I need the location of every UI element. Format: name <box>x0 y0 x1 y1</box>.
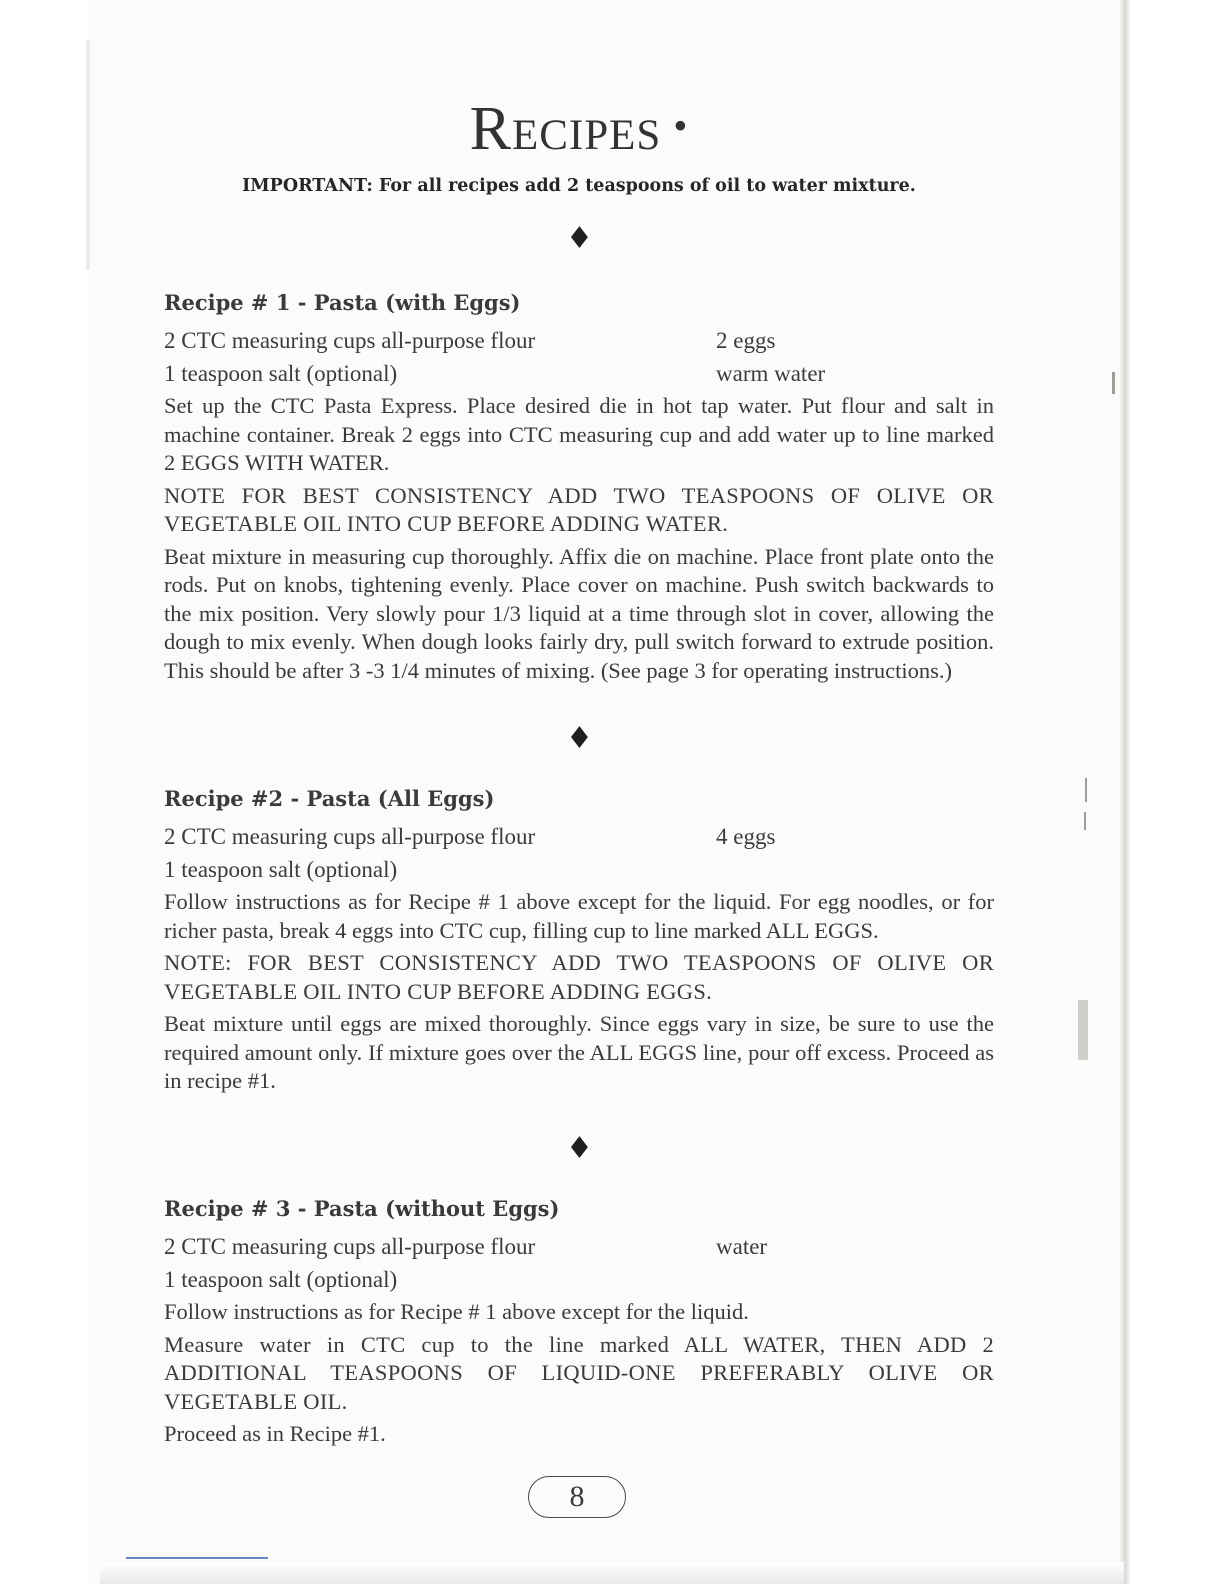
ingredient-left: 2 CTC measuring cups all-purpose flour <box>164 1234 536 1259</box>
ingredient-row <box>164 324 994 357</box>
page-number: 8 <box>528 1476 626 1518</box>
page-title <box>164 95 994 163</box>
important-note: IMPORTANT: For all recipes add 2 teaspoons of oil to water mixture. <box>242 176 916 196</box>
ingredient-right: 2 eggs <box>716 328 776 353</box>
page-bottom-edge <box>100 1562 1124 1584</box>
ingredient-right: warm water <box>716 361 826 386</box>
recipe-title: Recipe # 3 - Pasta (without Eggs) <box>164 1196 560 1221</box>
page-edge-shadow <box>86 40 90 270</box>
note-paragraph: Measure water in CTC cup to the line marked ALL WATER, THEN ADD 2 ADDITIONAL TEASPOONS OF LIQUID-ONE PREFERABLY OLIVE OR VEGETABLE OIL. <box>164 1331 994 1414</box>
page-title-text: Recipes <box>469 95 662 163</box>
note-paragraph: NOTE: FOR BEST CONSISTENCY ADD TWO TEASPOONS OF OLIVE OR VEGETABLE OIL INTO CUP BEFORE ADDING EGGS. <box>164 950 994 1004</box>
recipe-section-1 <box>164 288 994 689</box>
instruction-paragraph: Beat mixture in measuring cup thoroughly. Affix die on machine. Place front plate onto the rods. Put on knobs, tightening evenly. Place cover on machine. Push switch backwards to the mix position. Very slowly pour 1/3 liquid at a time through slot in cover, allowing the dough to mix evenly. When dough looks fairly dry, pull switch forward to extrude position. This should be after 3 -3 1/4 minutes of mixing. (See page 3 for operating instructions.) <box>164 543 994 683</box>
instruction-paragraph: Beat mixture until eggs are mixed thoroughly. Since eggs vary in size, be sure to use the required amount only. If mixture goes over the ALL EGGS line, pour off excess. Proceed as in recipe #1. <box>164 1011 994 1093</box>
spine-mark <box>1112 372 1115 394</box>
ingredient-right <box>716 853 994 886</box>
recipe-section-3 <box>164 1194 994 1453</box>
ingredient-left: 2 CTC measuring cups all-purpose flour <box>164 328 536 353</box>
instruction-paragraph: Proceed as in Recipe #1. <box>164 1421 386 1446</box>
diamond-divider-icon: ♦ <box>566 221 593 256</box>
ingredient-right: 4 eggs <box>716 824 776 849</box>
spine-mark <box>1078 1000 1088 1060</box>
recipe-section-2 <box>164 784 994 1100</box>
ingredient-left: 1 teaspoon salt (optional) <box>164 361 398 386</box>
ingredient-row <box>164 357 994 390</box>
ingredient-row <box>164 853 994 886</box>
spine-mark <box>1084 812 1086 830</box>
spine-mark <box>1085 778 1087 802</box>
instruction-paragraph: Set up the CTC Pasta Express. Place desired die in hot tap water. Put flour and salt in machine container. Break 2 eggs into CTC measuring cup and add water up to line marked 2 EGGS WITH WATER. <box>164 393 994 475</box>
note-paragraph: NOTE FOR BEST CONSISTENCY ADD TWO TEASPOONS OF OLIVE OR VEGETABLE OIL INTO CUP BEFORE ADDING WATER. <box>164 482 994 536</box>
diamond-divider-icon: ♦ <box>566 1131 593 1166</box>
ingredient-left: 1 teaspoon salt (optional) <box>164 1267 398 1292</box>
title-bullet: • <box>673 103 689 148</box>
instruction-paragraph: Follow instructions as for Recipe # 1 above except for the liquid. <box>164 1299 749 1324</box>
ingredient-row <box>164 1230 994 1263</box>
ingredient-left: 1 teaspoon salt (optional) <box>164 857 398 882</box>
ingredient-row <box>164 820 994 853</box>
ingredient-right <box>716 1263 994 1296</box>
ingredient-left: 2 CTC measuring cups all-purpose flour <box>164 824 536 849</box>
recipe-title: Recipe #2 - Pasta (All Eggs) <box>164 786 495 811</box>
page-bottom-rule <box>126 1557 268 1559</box>
ingredient-row <box>164 1263 994 1296</box>
recipe-title: Recipe # 1 - Pasta (with Eggs) <box>164 290 521 315</box>
ingredient-right: water <box>716 1234 768 1259</box>
instruction-paragraph: Follow instructions as for Recipe # 1 above except for the liquid. For egg noodles, or for richer pasta, break 4 eggs into CTC cup, filling cup to line marked ALL EGGS. <box>164 889 994 943</box>
diamond-divider-icon: ♦ <box>566 721 593 756</box>
binding-spine <box>1120 0 1130 1584</box>
